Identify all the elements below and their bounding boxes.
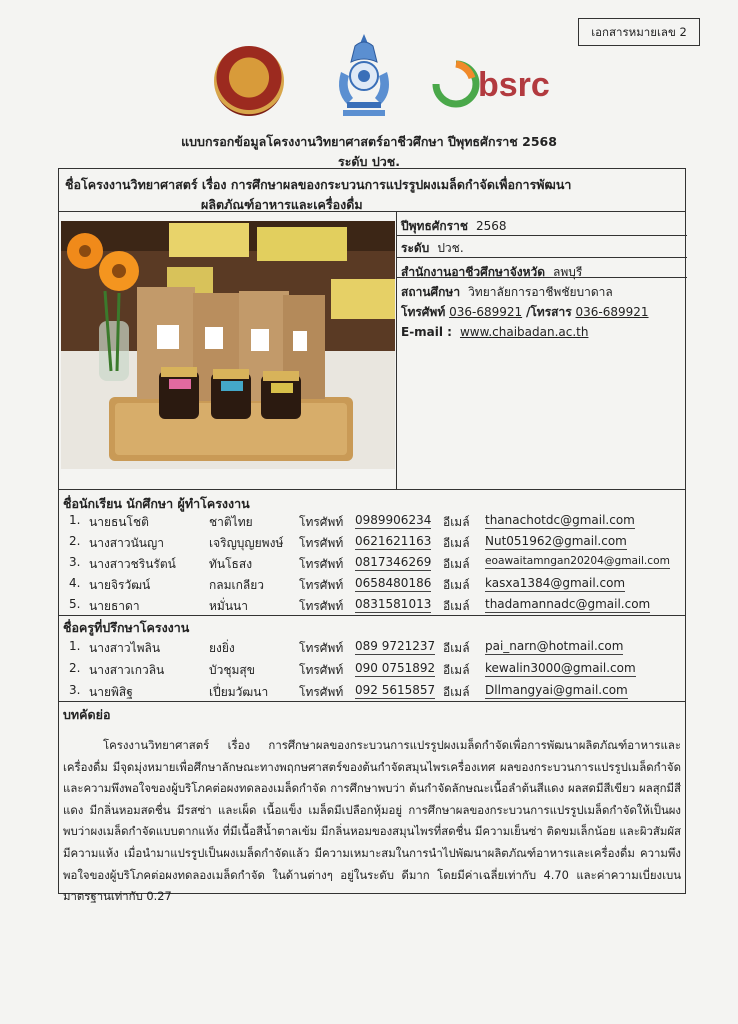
form-frame xyxy=(58,168,686,904)
year-row: ปีพุทธศักราช 2568 xyxy=(401,219,507,233)
ministry-emblem-icon xyxy=(333,32,395,118)
project-title-line1: ชื่อโครงงานวิทยาศาสตร์ เรื่อง การศึกษาผลของกระบวนการแปรรูปผงเมล็ดกำจัดเพื่อการพัฒนา xyxy=(65,177,572,192)
abstract-heading: บทคัดย่อ xyxy=(63,707,111,722)
form-level: ระดับ ปวช. xyxy=(337,154,401,169)
advisors-heading: ชื่อครูที่ปรึกษาโครงงาน xyxy=(63,620,190,635)
logo-row xyxy=(0,44,738,124)
table-row: 1. นางสาวไพลิน ยงยิ่ง โทรศัพท์ 089 9721237 อีเมล์ pai_narn@hotmail.com xyxy=(69,639,624,655)
students-heading: ชื่อนักเรียน นักศึกษา ผู้ทำโครงงาน xyxy=(63,496,250,511)
table-row: 3. นางสาวชรินรัตน์ ทันโธสง โทรศัพท์ 0817346269 อีเมล์ eoawaitamngan20204@gmail.com xyxy=(69,555,670,571)
phone-row: โทรศัพท์ 036-689921 /โทรสาร 036-689921 xyxy=(401,305,649,319)
table-row: 4. นายจิรวัฒน์ กลมเกลียว โทรศัพท์ 0658480186 อีเมล์ kasxa1384@gmail.com xyxy=(69,576,626,592)
column-divider xyxy=(396,211,397,489)
office-row: สำนักงานอาชีวศึกษาจังหวัด ลพบุรี xyxy=(401,265,583,279)
table-row: 2. นางสาวเกวลิน บัวชุมสุข โทรศัพท์ 090 0751892 อีเมล์ kewalin3000@gmail.com xyxy=(69,661,636,677)
abstract-body: โครงงานวิทยาศาสตร์ เรื่อง การศึกษาผลของกระบวนการแปรรูปผงเมล็ดกำจัดเพื่อการพัฒนาผลิตภัณฑ์อาหารและเครื่องดื่ม มีจุดมุ่งหมายเพื่อศึกษาลักษณะทางพฤกษศาสตร์ของต้นกำจัดสมุนไพรเครื่องเทศ ผลของกระบวนการแปรรูปเมล็ดกำจัด และความพึงพอใจของผู้บริโภคต่อผงทดลองเมล็ดกำจัด การศึกษาพบว่า ต้นกำจัดลักษณะเนื้อลำต้นสีแดง ผลสดมีสีเขียว ผลสุกมีสีแดง มีกลิ่นหอมสดชื่น มีรสซ่า และเผ็ด เนื้อแข็ง เมล็ดมีเปลือกหุ้มอยู่ การศึกษาผลของกระบวนการแปรรูปเมล็ดกำจัดให้เป็นผง พบว่าผงเมล็ดกำจัดแบบตากแห้ง ที่มีเนื้อสีน้ำตาลเข้ม มีกลิ่นหอมของสมุนไพรที่สดชื่น มีความเย็นซ่า ติดขมเล็กน้อย และผิวสัมผัสมีความแห้ง เมื่อนำมาแปรรูปเป็นผงเมล็ดกำจัดแล้ว มีความเหมาะสมในการนำไปพัฒนาผลิตภัณฑ์อาหารและเครื่องดื่ม ความพึงพอใจของผู้บริโภคต่อผงทดลองเมล็ดกำจัด ในด้านต่างๆ อยู่ในระดับ ดีมาก โดยมีค่าเฉลี่ยเท่ากับ 4.70 และค่าความเบี่ยงเบนมาตรฐานเท่ากับ 0.27 xyxy=(63,738,681,904)
email-row: E-mail : www.chaibadan.ac.th xyxy=(401,325,589,339)
school-row: สถานศึกษา วิทยาลัยการอาชีพชัยบาดาล xyxy=(401,285,613,299)
table-row: 5. นายธาดา หมั่นนา โทรศัพท์ 0831581013 อีเมล์ thadamannadc@gmail.com xyxy=(69,597,651,613)
table-row: 1. นายธนโชติ ชาติไทย โทรศัพท์ 0989906234 อีเมล์ thanachotdc@gmail.com xyxy=(69,513,635,529)
divider xyxy=(59,211,685,212)
bsrc-logo xyxy=(432,58,572,108)
vocational-commission-seal-icon xyxy=(214,46,284,116)
product-photo xyxy=(61,221,395,469)
project-title-line2: ผลิตภัณฑ์อาหารและเครื่องดื่ม xyxy=(201,197,363,212)
svg-text:bsrc: bsrc xyxy=(478,66,550,104)
document-number: เอกสารหมายเลข 2 xyxy=(578,18,700,46)
school-website-link[interactable]: www.chaibadan.ac.th xyxy=(459,325,589,339)
level-row: ระดับ ปวช. xyxy=(401,241,464,255)
table-row: 2. นางสาวนันญา เจริญบุญยพงษ์ โทรศัพท์ 0621621163 อีเมล์ Nut051962@gmail.com xyxy=(69,534,627,550)
form-title: แบบกรอกข้อมูลโครงงานวิทยาศาสตร์อาชีวศึกษา ปีพุทธศักราช 2568 xyxy=(181,134,557,149)
table-row: 3. นายพิสิฐ เปี่ยมวัฒนา โทรศัพท์ 092 5615857 อีเมล์ Dllmangyai@gmail.com xyxy=(69,683,628,699)
